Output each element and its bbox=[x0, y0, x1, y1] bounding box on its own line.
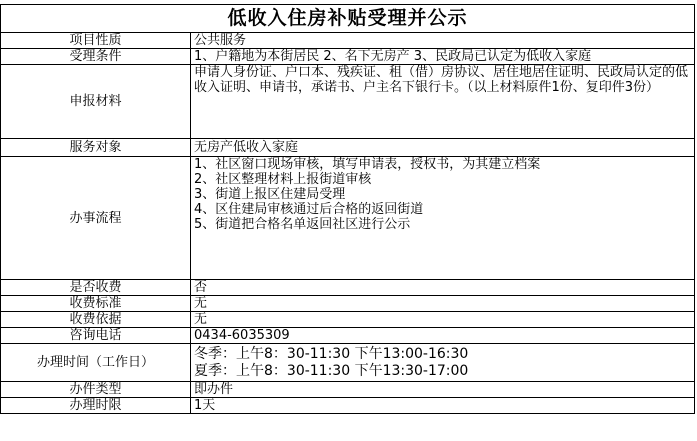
hours-label: 办理时间（工作日） bbox=[1, 344, 191, 382]
row-type bbox=[1, 382, 695, 398]
limit-label: 办理时限 bbox=[1, 398, 191, 414]
type-value: 即办件 bbox=[191, 382, 695, 398]
process-label: 办事流程 bbox=[1, 157, 191, 280]
project-nature-label: 项目性质 bbox=[1, 33, 191, 49]
process-step-3: 3、街道上报区住建局受理 bbox=[194, 187, 346, 202]
fee-label: 是否收费 bbox=[1, 280, 191, 296]
row-target bbox=[1, 139, 695, 157]
process-step-2: 2、社区整理材料上报街道审核 bbox=[194, 172, 372, 187]
materials-value: 申请人身份证、户口本、残疾证、租（借）房协议、居住地居住证明、民政局认定的低收入证明、申请书，承诺书、户主名下银行卡。（以上材料原件1份、复印件3份） bbox=[194, 65, 689, 95]
row-limit bbox=[1, 398, 695, 414]
phone-label: 咨询电话 bbox=[1, 328, 191, 344]
materials-label: 申报材料 bbox=[1, 65, 191, 139]
row-conditions bbox=[1, 49, 695, 65]
project-nature-value: 公共服务 bbox=[191, 33, 695, 49]
target-label: 服务对象 bbox=[1, 139, 191, 157]
title-row bbox=[1, 5, 695, 33]
phone-value: 0434-6035309 bbox=[191, 328, 695, 344]
process-step-5: 5、街道把合格名单返回社区进行公示 bbox=[194, 217, 411, 232]
process-step-1: 1、社区窗口现场审核，填写申请表，授权书，为其建立档案 bbox=[194, 157, 541, 172]
row-project-nature bbox=[1, 33, 695, 49]
row-process bbox=[1, 157, 695, 280]
hours-summer: 夏季：上午8：30-11:30 下午13:30-17:00 bbox=[194, 362, 469, 379]
fee-standard-label: 收费标准 bbox=[1, 296, 191, 312]
hours-winter: 冬季：上午8：30-11:30 下午13:00-16:30 bbox=[194, 345, 469, 362]
conditions-value: 1、户籍地为本街居民 2、名下无房产 3、民政局已认定为低收入家庭 bbox=[194, 49, 592, 64]
fee-basis-label: 收费依据 bbox=[1, 312, 191, 328]
row-materials bbox=[1, 65, 695, 139]
limit-value: 1天 bbox=[191, 398, 695, 414]
row-fee bbox=[1, 280, 695, 296]
row-phone bbox=[1, 328, 695, 344]
fee-standard-value: 无 bbox=[191, 296, 695, 312]
row-fee-basis bbox=[1, 312, 695, 328]
type-label: 办件类型 bbox=[1, 382, 191, 398]
row-fee-standard bbox=[1, 296, 695, 312]
conditions-label: 受理条件 bbox=[1, 49, 191, 65]
fee-value: 否 bbox=[191, 280, 695, 296]
info-table bbox=[0, 4, 695, 414]
fee-basis-value: 无 bbox=[191, 312, 695, 328]
target-value: 无房产低收入家庭 bbox=[191, 139, 695, 157]
row-hours bbox=[1, 344, 695, 382]
process-step-4: 4、区住建局审核通过后合格的返回街道 bbox=[194, 202, 424, 217]
page-title: 低收入住房补贴受理并公示 bbox=[1, 5, 695, 33]
